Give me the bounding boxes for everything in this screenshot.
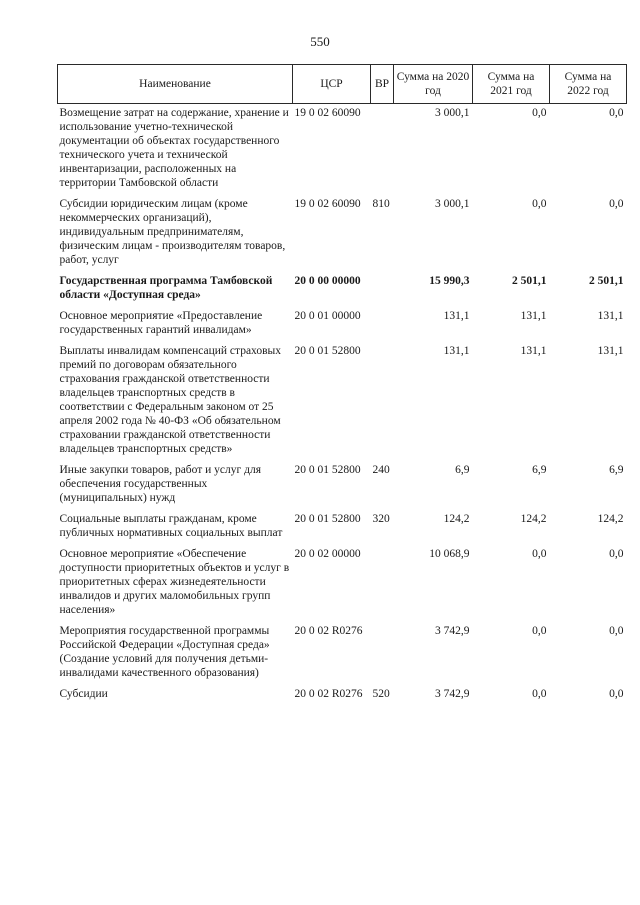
row-vr: 810 — [372, 198, 390, 210]
row-name: Социальные выплаты гражданам, кроме публичных нормативных социальных выплат — [59, 513, 283, 539]
row-name: Государственная программа Тамбовской области «Доступная среда» — [59, 275, 273, 301]
row-name: Возмещение затрат на содержание, хранение и использование учетно-технической документации об объектах государственного технического учета и технической инвентаризации, расположенных на территории Тамбовской области — [59, 107, 289, 189]
row-sum-2021: 0,0 — [532, 548, 547, 560]
row-sum-2021: 124,2 — [520, 513, 547, 525]
header-sum-2022: Сумма на 2022 год — [550, 65, 627, 104]
row-vr: 240 — [372, 464, 390, 476]
row-csr: 19 0 02 60090 — [294, 107, 361, 119]
row-sum-2022: 0,0 — [609, 688, 624, 700]
row-sum-2022: 6,9 — [609, 464, 624, 476]
row-csr: 20 0 01 00000 — [294, 310, 361, 322]
row-sum-2020: 3 000,1 — [435, 107, 470, 119]
row-sum-2021: 6,9 — [532, 464, 547, 476]
table-row — [58, 307, 627, 342]
header-name: Наименование — [58, 65, 293, 104]
table-body — [58, 104, 627, 707]
row-vr — [371, 545, 394, 622]
row-sum-2022: 131,1 — [597, 345, 624, 357]
row-vr — [371, 307, 394, 342]
row-sum-2021: 131,1 — [520, 310, 547, 322]
row-sum-2022: 0,0 — [609, 107, 624, 119]
table-row — [58, 104, 627, 196]
table-row-program — [58, 272, 627, 307]
row-sum-2020: 10 068,9 — [429, 548, 470, 560]
row-vr — [371, 104, 394, 196]
row-sum-2020: 6,9 — [455, 464, 470, 476]
page-number: 550 — [310, 34, 330, 49]
row-name: Мероприятия государственной программы Российской Федерации «Доступная среда» (Создание условий для получения детьми-инвалидами качественного образования) — [59, 625, 270, 679]
row-sum-2021: 0,0 — [532, 625, 547, 637]
header-csr: ЦСР — [293, 65, 371, 104]
row-csr: 20 0 02 00000 — [294, 548, 361, 560]
table-row — [58, 195, 627, 272]
header-vr: ВР — [371, 65, 394, 104]
row-sum-2022: 0,0 — [609, 198, 624, 210]
row-sum-2021: 2 501,1 — [512, 275, 547, 287]
header-row — [58, 65, 627, 104]
row-vr — [371, 272, 394, 307]
row-csr: 20 0 01 52800 — [294, 464, 361, 476]
row-name: Выплаты инвалидам компенсаций страховых премий по договорам обязательного страхования гражданской ответственности владельцев транспортных средств в соответствии с Федеральным законом от 25 апреля 2002 года № 40-ФЗ «Об обязательном страховании гражданской ответственности владельцев транспортных средств» — [59, 345, 282, 455]
row-csr: 20 0 01 52800 — [294, 345, 361, 357]
row-csr: 20 0 01 52800 — [294, 513, 361, 525]
budget-table — [57, 64, 627, 706]
row-sum-2020: 3 742,9 — [435, 625, 470, 637]
row-sum-2022: 124,2 — [597, 513, 624, 525]
row-sum-2022: 131,1 — [597, 310, 624, 322]
table-row — [58, 342, 627, 461]
header-sum-2021: Сумма на 2021 год — [473, 65, 550, 104]
row-sum-2020: 131,1 — [443, 310, 470, 322]
table-row — [58, 461, 627, 510]
row-vr: 320 — [372, 513, 390, 525]
row-csr: 19 0 02 60090 — [294, 198, 361, 210]
row-sum-2021: 0,0 — [532, 107, 547, 119]
row-name: Основное мероприятие «Предоставление государственных гарантий инвалидам» — [59, 310, 263, 336]
row-vr: 520 — [372, 688, 390, 700]
row-sum-2021: 0,0 — [532, 688, 547, 700]
row-name: Субсидии юридическим лицам (кроме некоммерческих организаций), индивидуальным предпринимателям, физическим лицам - производителям товаров, работ, услуг — [59, 198, 286, 266]
row-sum-2020: 3 742,9 — [435, 688, 470, 700]
header-sum-2020: Сумма на 2020 год — [394, 65, 473, 104]
table-row — [58, 685, 627, 706]
table-row — [58, 545, 627, 622]
row-sum-2020: 3 000,1 — [435, 198, 470, 210]
row-sum-2020: 131,1 — [443, 345, 470, 357]
table-row — [58, 510, 627, 545]
row-sum-2021: 131,1 — [520, 345, 547, 357]
row-csr: 20 0 02 R0276 — [294, 688, 363, 700]
row-name: Иные закупки товаров, работ и услуг для обеспечения государственных (муниципальных) нужд — [59, 464, 261, 504]
row-csr: 20 0 02 R0276 — [294, 625, 363, 637]
row-sum-2022: 0,0 — [609, 548, 624, 560]
row-name: Субсидии — [59, 688, 108, 700]
row-name: Основное мероприятие «Обеспечение доступности приоритетных объектов и услуг в приоритетных сферах жизнедеятельности инвалидов и других маломобильных групп населения» — [59, 548, 290, 616]
row-sum-2022: 0,0 — [609, 625, 624, 637]
row-sum-2021: 0,0 — [532, 198, 547, 210]
table-header — [58, 65, 627, 104]
row-vr — [371, 342, 394, 461]
row-sum-2022: 2 501,1 — [589, 275, 624, 287]
row-sum-2020: 124,2 — [443, 513, 470, 525]
row-sum-2020: 15 990,3 — [429, 275, 470, 287]
row-vr — [371, 622, 394, 685]
row-csr: 20 0 00 00000 — [294, 275, 361, 287]
table-row — [58, 622, 627, 685]
